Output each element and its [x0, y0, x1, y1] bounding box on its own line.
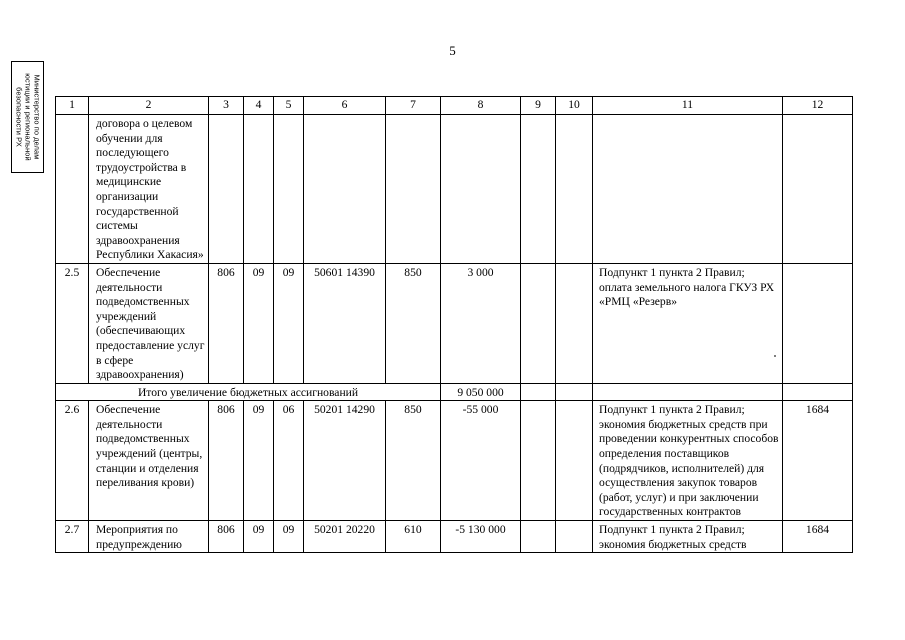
row-number — [56, 115, 89, 264]
row-number: 2.6 — [56, 401, 89, 521]
cell-justification: Подпункт 1 пункта 2 Правил; экономия бюджетных средств при проведении конкурентных способов определения поставщиков (подрядчиков, исполнителей) для осуществления закупок товаров (работ, услуг) и при заключении государственных контрактов — [593, 401, 783, 521]
column-header: 1 — [56, 97, 89, 115]
cell-amount — [441, 115, 521, 264]
cell-expense-type: 610 — [386, 521, 441, 553]
row-name: Мероприятия по предупреждению — [89, 521, 209, 553]
cell-subsection: 09 — [274, 263, 304, 383]
cell-col12: 1684 — [783, 401, 853, 521]
cell-justification — [593, 115, 783, 264]
cell-col10 — [556, 521, 593, 553]
budget-table — [55, 96, 853, 553]
cell-col12 — [783, 263, 853, 383]
cell-col9 — [521, 401, 556, 521]
empty-cell — [556, 383, 593, 401]
column-header: 10 — [556, 97, 593, 115]
cell-code: 806 — [209, 263, 244, 383]
column-header: 5 — [274, 97, 304, 115]
stamp-line: юстиции и региональной — [23, 73, 32, 161]
total-label: Итого увеличение бюджетных ассигнований — [56, 383, 441, 401]
registration-stamp — [11, 61, 44, 173]
cell-expense-type — [386, 115, 441, 264]
table-row — [56, 115, 853, 264]
empty-cell — [521, 383, 556, 401]
empty-cell — [783, 383, 853, 401]
cell-col10 — [556, 263, 593, 383]
cell-section — [244, 115, 274, 264]
cell-amount: -55 000 — [441, 401, 521, 521]
cell-justification: Подпункт 1 пункта 2 Правил; экономия бюджетных средств — [593, 521, 783, 553]
cell-section: 09 — [244, 401, 274, 521]
row-name: Обеспечение деятельности подведомственных учреждений (центры, станции и отделения переливания крови) — [89, 401, 209, 521]
cell-justification: Подпункт 1 пункта 2 Правил; оплата земельного налога ГКУЗ РХ «РМЦ «Резерв» — [593, 263, 783, 383]
cell-col10 — [556, 115, 593, 264]
cell-target: 50201 14290 — [304, 401, 386, 521]
column-header: 8 — [441, 97, 521, 115]
cell-subsection: 06 — [274, 401, 304, 521]
cell-code: 806 — [209, 521, 244, 553]
cell-expense-type: 850 — [386, 401, 441, 521]
cell-target: 50601 14390 — [304, 263, 386, 383]
row-name: Обеспечение деятельности подведомственных учреждений (обеспечивающих предоставление услуг в сфере здравоохранения) — [89, 263, 209, 383]
cell-section: 09 — [244, 263, 274, 383]
total-row — [56, 383, 853, 401]
stamp-line: Министерство по делам — [32, 74, 41, 160]
column-header: 2 — [89, 97, 209, 115]
column-header: 4 — [244, 97, 274, 115]
column-header: 3 — [209, 97, 244, 115]
row-number: 2.5 — [56, 263, 89, 383]
cell-target: 50201 20220 — [304, 521, 386, 553]
column-header: 9 — [521, 97, 556, 115]
column-header: 7 — [386, 97, 441, 115]
total-value: 9 050 000 — [441, 383, 521, 401]
table-row — [56, 401, 853, 521]
cell-amount: 3 000 — [441, 263, 521, 383]
cell-subsection: 09 — [274, 521, 304, 553]
cell-col12 — [783, 115, 853, 264]
cell-code — [209, 115, 244, 264]
scan-speck — [774, 355, 776, 357]
stamp-text — [14, 64, 41, 170]
cell-col12: 1684 — [783, 521, 853, 553]
cell-col10 — [556, 401, 593, 521]
column-header: 11 — [593, 97, 783, 115]
column-header: 12 — [783, 97, 853, 115]
column-header: 6 — [304, 97, 386, 115]
cell-col9 — [521, 521, 556, 553]
cell-col9 — [521, 263, 556, 383]
cell-subsection — [274, 115, 304, 264]
table-row — [56, 263, 853, 383]
cell-target — [304, 115, 386, 264]
empty-cell — [593, 383, 783, 401]
row-number: 2.7 — [56, 521, 89, 553]
cell-amount: -5 130 000 — [441, 521, 521, 553]
page-number: 5 — [449, 43, 456, 58]
cell-expense-type: 850 — [386, 263, 441, 383]
cell-code: 806 — [209, 401, 244, 521]
stamp-line: безопасности РХ — [14, 87, 23, 147]
column-number-row — [56, 97, 853, 115]
table-row — [56, 521, 853, 553]
cell-section: 09 — [244, 521, 274, 553]
row-name: договора о целевом обучении для последующего трудоустройства в медицинские организации государственной системы здравоохранения Республики Хакасия» — [89, 115, 209, 264]
cell-col9 — [521, 115, 556, 264]
